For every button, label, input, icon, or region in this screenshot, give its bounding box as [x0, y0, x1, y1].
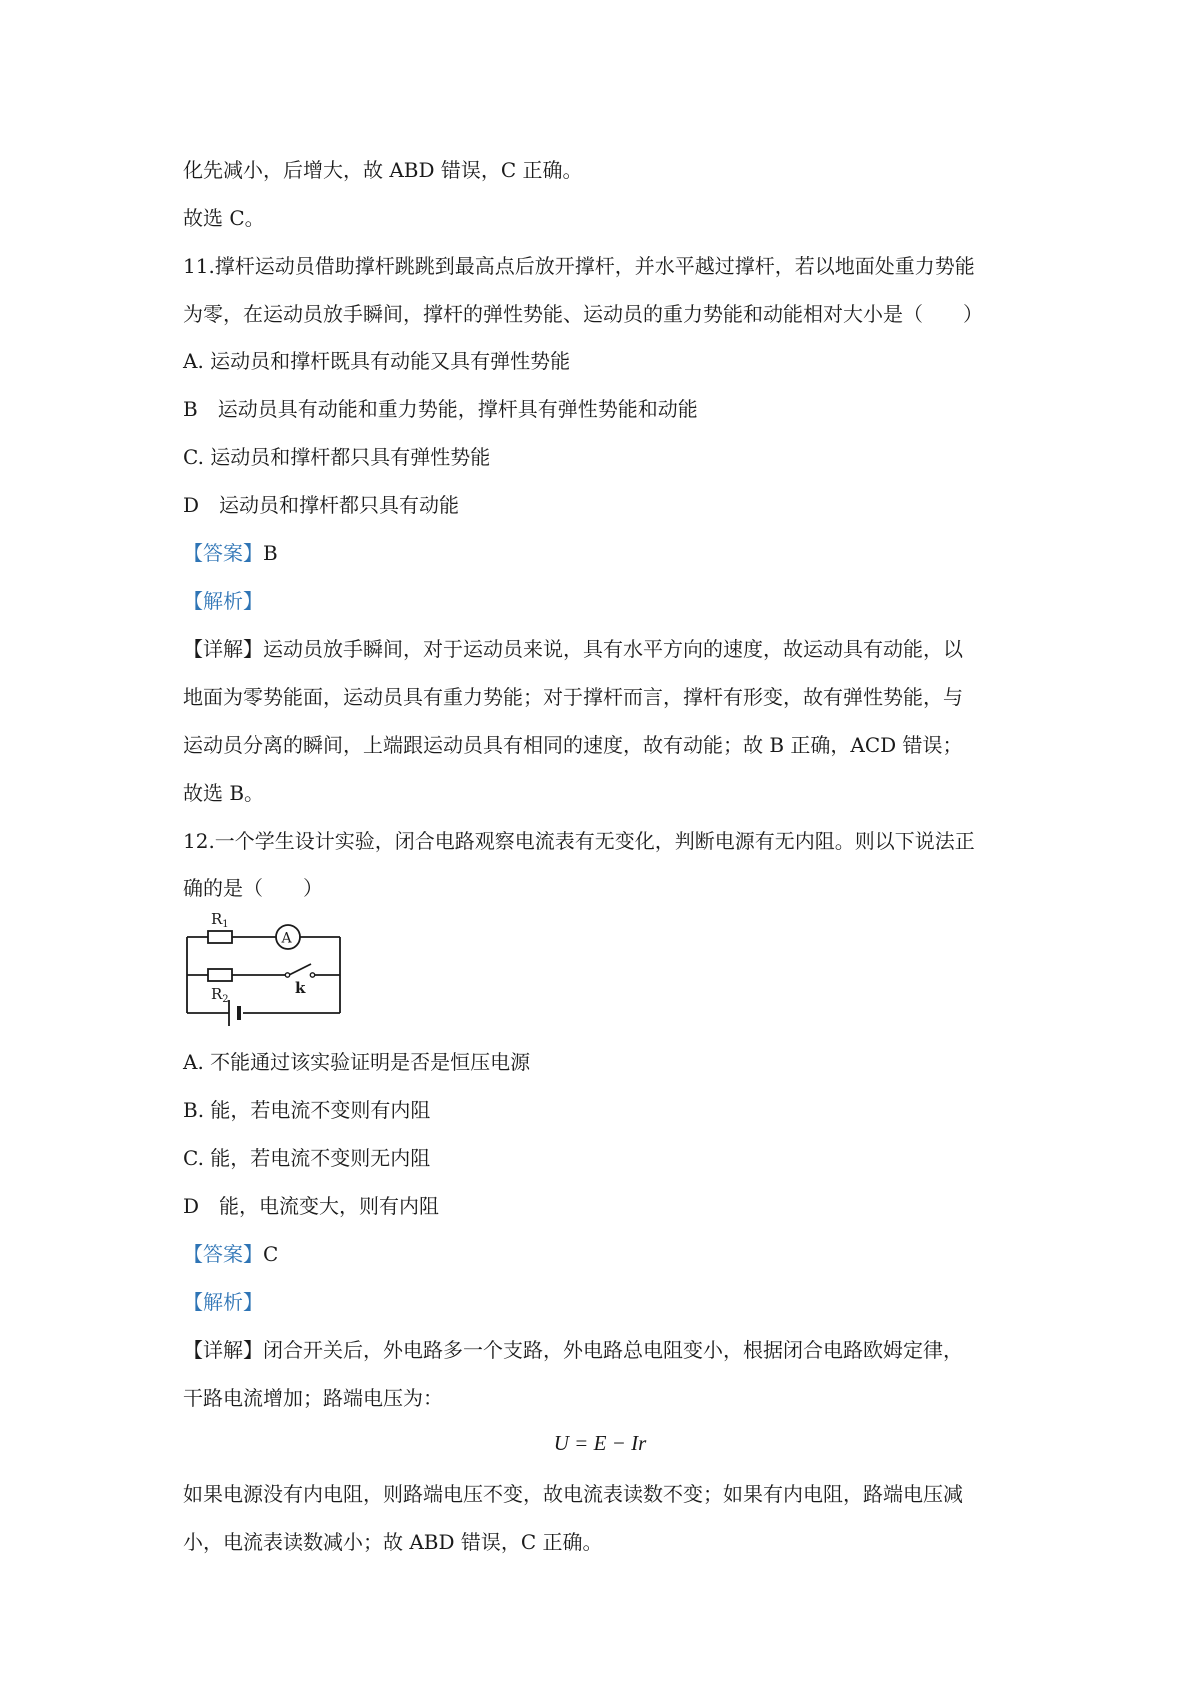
analysis-tag: 【解析】: [183, 589, 263, 613]
detail-text: 运动员放手瞬间，对于运动员来说，具有水平方向的速度，故运动具有动能，以: [263, 637, 963, 661]
question-12-analysis: [183, 1287, 263, 1317]
question-11-option-b: B 运动员具有动能和重力势能，撑杆具有弹性势能和动能: [183, 397, 698, 421]
question-12-detail: 如果电源没有内电阻，则路端电压不变，故电流表读数不变；如果有内电阻，路端电压减: [183, 1482, 963, 1506]
text-line: 化先减小，后增大，故 ABD 错误，C 正确。: [183, 158, 583, 182]
question-12-detail: [183, 1335, 963, 1365]
question-11-analysis: [183, 586, 263, 616]
detail-tag: 【详解】: [183, 1338, 263, 1362]
question-11-detail: [183, 634, 963, 664]
question-11-option-c: C. 运动员和撑杆都只具有弹性势能: [183, 445, 491, 469]
resistor-r2-icon: [208, 969, 232, 981]
answer-tag: 【答案】: [183, 541, 263, 565]
answer-tag: 【答案】: [183, 1242, 263, 1266]
question-12-detail: 小，电流表读数减小；故 ABD 错误，C 正确。: [183, 1530, 603, 1554]
text-line: 故选 C。: [183, 206, 265, 230]
question-11-option-a: A. 运动员和撑杆既具有动能又具有弹性势能: [183, 349, 571, 373]
question-11-stem: 为零，在运动员放手瞬间，撑杆的弹性势能、运动员的重力势能和动能相对大小是（ ）: [183, 302, 983, 326]
question-12-stem: 12.一个学生设计实验，闭合电路观察电流表有无变化，判断电源有无内阻。则以下说法正: [183, 829, 975, 853]
detail-tag: 【详解】: [183, 637, 263, 661]
ammeter-label: A: [281, 930, 292, 947]
question-12-option-c: C. 能，若电流不变则无内阻: [183, 1146, 431, 1170]
question-12-detail: 干路电流增加；路端电压为：: [183, 1386, 443, 1410]
question-12-stem: 确的是（ ）: [183, 876, 323, 900]
question-11-detail: 地面为零势能面，运动员具有重力势能；对于撑杆而言，撑杆有形变，故有弹性势能，与: [183, 685, 963, 709]
detail-text: 闭合开关后，外电路多一个支路，外电路总电阻变小，根据闭合电路欧姆定律，: [263, 1338, 963, 1362]
answer-value: B: [263, 541, 278, 565]
question-11-option-d: D 运动员和撑杆都只具有动能: [183, 493, 460, 517]
answer-value: C: [263, 1242, 279, 1266]
question-12-answer: [183, 1239, 278, 1269]
switch-contact-icon: [310, 973, 314, 977]
question-11-detail: 故选 B。: [183, 781, 265, 805]
resistor-r1-label: $R_1$: [211, 910, 229, 930]
analysis-tag: 【解析】: [183, 1290, 263, 1314]
switch-icon: [289, 964, 311, 975]
question-12-option-d: D 能，电流变大，则有内阻: [183, 1194, 440, 1218]
circuit-diagram: [183, 897, 353, 1037]
question-11-answer: [183, 538, 278, 568]
switch-label: k: [295, 979, 306, 997]
switch-contact-icon: [285, 973, 289, 977]
question-12-option-a: A. 不能通过该实验证明是否是恒压电源: [183, 1050, 531, 1074]
question-11-stem: 11.撑杆运动员借助撑杆跳跳到最高点后放开撑杆，并水平越过撑杆，若以地面处重力势能: [183, 254, 975, 278]
resistor-r2-label: $R_2$: [211, 985, 229, 1005]
formula: U = E − Ir: [553, 1431, 647, 1455]
question-11-detail: 运动员分离的瞬间，上端跟运动员具有相同的速度，故有动能；故 B 正确，ACD 错误；: [183, 733, 963, 757]
resistor-r1-icon: [208, 931, 232, 943]
question-12-option-b: B. 能，若电流不变则有内阻: [183, 1098, 431, 1122]
